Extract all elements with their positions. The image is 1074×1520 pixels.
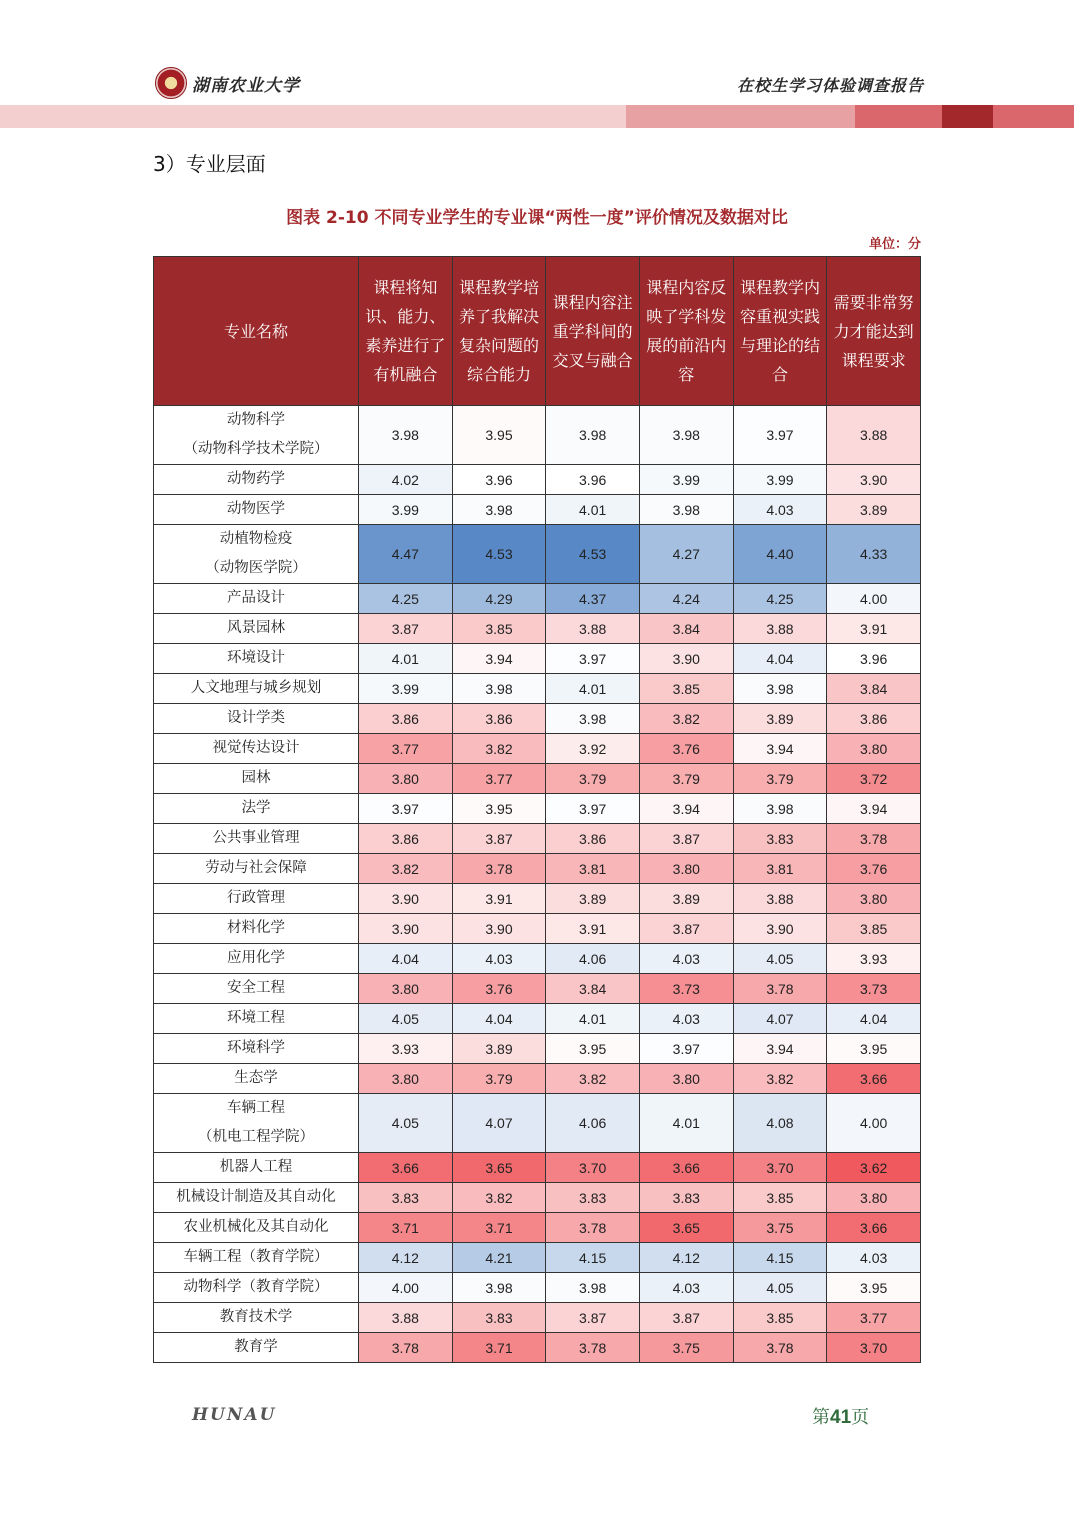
major-name: 行政管理 [227, 890, 285, 906]
score-cell: 3.80 [639, 854, 733, 884]
score-cell: 4.02 [359, 465, 453, 495]
score-cell: 3.81 [733, 854, 827, 884]
score-cell: 3.89 [639, 884, 733, 914]
score-cell: 3.89 [827, 495, 921, 525]
table-row [154, 465, 921, 495]
score-cell: 3.71 [452, 1213, 546, 1243]
table-row [154, 1094, 921, 1153]
score-cell: 3.99 [639, 465, 733, 495]
table-row [154, 1273, 921, 1303]
score-cell: 3.88 [546, 614, 640, 644]
score-cell: 3.79 [452, 1064, 546, 1094]
score-cell: 3.98 [452, 674, 546, 704]
score-cell: 3.87 [639, 914, 733, 944]
score-cell: 4.05 [359, 1004, 453, 1034]
score-cell: 3.81 [546, 854, 640, 884]
major-name: 环境工程 [227, 1010, 285, 1026]
score-cell: 4.15 [733, 1243, 827, 1273]
score-cell: 3.94 [733, 734, 827, 764]
score-cell: 4.03 [827, 1243, 921, 1273]
university-logo [155, 67, 187, 99]
score-cell: 3.88 [733, 614, 827, 644]
table-row [154, 614, 921, 644]
header-criterion: 需要非常努力才能达到课程要求 [827, 257, 921, 406]
score-cell: 4.12 [639, 1243, 733, 1273]
score-cell: 4.03 [639, 1004, 733, 1034]
score-cell: 3.88 [827, 406, 921, 465]
table-row [154, 1064, 921, 1094]
major-name-cell [154, 495, 359, 525]
major-name-cell [154, 1064, 359, 1094]
major-name-cell [154, 1004, 359, 1034]
major-name-cell [154, 1153, 359, 1183]
header-major-name: 专业名称 [154, 257, 359, 406]
score-cell: 3.82 [733, 1064, 827, 1094]
table-row [154, 884, 921, 914]
score-cell: 3.71 [452, 1333, 546, 1363]
score-cell: 3.80 [359, 764, 453, 794]
major-name-cell [154, 465, 359, 495]
score-cell: 3.87 [359, 614, 453, 644]
table-row [154, 854, 921, 884]
score-cell: 3.84 [546, 974, 640, 1004]
score-cell: 4.01 [546, 674, 640, 704]
page-header [0, 0, 1074, 130]
major-name-cell [154, 854, 359, 884]
score-cell: 3.98 [733, 674, 827, 704]
score-cell: 3.89 [546, 884, 640, 914]
score-cell: 4.37 [546, 584, 640, 614]
table-row [154, 1153, 921, 1183]
score-cell: 4.27 [639, 525, 733, 584]
header-band [0, 105, 626, 128]
score-cell: 3.85 [639, 674, 733, 704]
major-name: 教育学 [234, 1339, 278, 1355]
score-cell: 3.79 [639, 764, 733, 794]
score-cell: 4.40 [733, 525, 827, 584]
score-cell: 3.78 [733, 974, 827, 1004]
score-cell: 3.88 [733, 884, 827, 914]
major-name: 产品设计 [227, 590, 285, 606]
score-cell: 3.85 [733, 1303, 827, 1333]
score-cell: 3.91 [452, 884, 546, 914]
score-cell: 3.66 [827, 1213, 921, 1243]
footer-brand: HUNAU [192, 1405, 277, 1425]
score-cell: 3.96 [452, 465, 546, 495]
major-name: 劳动与社会保障 [205, 860, 307, 876]
major-name: 环境科学 [227, 1040, 285, 1056]
score-cell: 3.97 [359, 794, 453, 824]
major-name: 动物药学 [227, 471, 285, 487]
score-cell: 3.85 [733, 1183, 827, 1213]
score-cell: 3.87 [639, 824, 733, 854]
major-name: 机器人工程 [219, 1159, 293, 1175]
major-name-cell [154, 704, 359, 734]
header-criterion: 课程教学内容重视实践与理论的结合 [733, 257, 827, 406]
major-name: 园林 [241, 770, 271, 786]
score-cell: 3.95 [827, 1273, 921, 1303]
score-cell: 4.21 [452, 1243, 546, 1273]
score-cell: 3.98 [452, 495, 546, 525]
score-cell: 3.80 [827, 1183, 921, 1213]
score-cell: 3.75 [639, 1333, 733, 1363]
major-college: （机电工程学院） [198, 1129, 314, 1145]
score-cell: 3.86 [359, 824, 453, 854]
table-row [154, 914, 921, 944]
score-cell: 3.78 [359, 1333, 453, 1363]
major-name-cell [154, 974, 359, 1004]
table-row [154, 1333, 921, 1363]
major-name: 材料化学 [227, 920, 285, 936]
score-cell: 4.03 [733, 495, 827, 525]
score-cell: 3.97 [546, 794, 640, 824]
major-name-cell [154, 584, 359, 614]
score-cell: 3.70 [827, 1333, 921, 1363]
header-band [626, 105, 855, 128]
score-cell: 3.89 [452, 1034, 546, 1064]
major-name-cell [154, 944, 359, 974]
table-header-row [154, 257, 921, 406]
score-cell: 3.66 [827, 1064, 921, 1094]
major-name-cell [154, 824, 359, 854]
score-cell: 3.93 [359, 1034, 453, 1064]
table-row [154, 1034, 921, 1064]
score-cell: 3.85 [452, 614, 546, 644]
score-cell: 3.87 [639, 1303, 733, 1333]
table-row [154, 734, 921, 764]
major-name-cell [154, 884, 359, 914]
score-cell: 4.01 [639, 1094, 733, 1153]
score-cell: 3.82 [359, 854, 453, 884]
score-cell: 3.88 [359, 1303, 453, 1333]
score-cell: 3.83 [359, 1183, 453, 1213]
score-cell: 3.84 [827, 674, 921, 704]
score-cell: 3.72 [827, 764, 921, 794]
score-cell: 3.91 [827, 614, 921, 644]
header-band [855, 105, 942, 128]
score-cell: 4.33 [827, 525, 921, 584]
score-cell: 3.76 [827, 854, 921, 884]
score-cell: 3.95 [546, 1034, 640, 1064]
major-name: 应用化学 [227, 950, 285, 966]
score-cell: 3.62 [827, 1153, 921, 1183]
score-cell: 3.97 [639, 1034, 733, 1064]
score-cell: 4.25 [733, 584, 827, 614]
score-cell: 4.07 [452, 1094, 546, 1153]
major-name: 车辆工程（教育学院） [183, 1249, 329, 1265]
table-row [154, 1243, 921, 1273]
score-cell: 3.86 [827, 704, 921, 734]
score-cell: 3.76 [639, 734, 733, 764]
score-cell: 4.03 [452, 944, 546, 974]
score-cell: 4.29 [452, 584, 546, 614]
score-cell: 3.75 [733, 1213, 827, 1243]
score-cell: 3.95 [452, 794, 546, 824]
score-cell: 3.80 [827, 884, 921, 914]
score-cell: 4.05 [733, 944, 827, 974]
score-cell: 4.53 [546, 525, 640, 584]
score-cell: 3.90 [827, 465, 921, 495]
major-name: 法学 [241, 800, 271, 816]
score-cell: 3.94 [827, 794, 921, 824]
major-name-cell [154, 525, 359, 584]
score-cell: 3.85 [827, 914, 921, 944]
score-cell: 3.82 [452, 1183, 546, 1213]
score-cell: 3.78 [546, 1333, 640, 1363]
figure-title: 图表 2-10 不同专业学生的专业课“两性一度”评价情况及数据对比 [286, 208, 788, 228]
score-cell: 4.03 [639, 944, 733, 974]
score-cell: 4.00 [827, 584, 921, 614]
major-name: 生态学 [234, 1070, 278, 1086]
major-name: 设计学类 [227, 710, 285, 726]
score-cell: 3.98 [639, 495, 733, 525]
score-cell: 3.70 [733, 1153, 827, 1183]
table-row [154, 495, 921, 525]
score-cell: 4.25 [359, 584, 453, 614]
score-cell: 4.03 [639, 1273, 733, 1303]
score-cell: 3.82 [546, 1064, 640, 1094]
score-cell: 3.71 [359, 1213, 453, 1243]
major-name: 安全工程 [227, 980, 285, 996]
score-cell: 3.78 [827, 824, 921, 854]
report-title: 在校生学习体验调查报告 [736, 76, 924, 95]
score-cell: 4.04 [359, 944, 453, 974]
score-cell: 3.80 [359, 1064, 453, 1094]
major-name-cell [154, 1303, 359, 1333]
major-name-cell [154, 406, 359, 465]
score-cell: 4.04 [733, 644, 827, 674]
score-cell: 3.82 [452, 734, 546, 764]
table-row [154, 704, 921, 734]
score-cell: 3.94 [639, 794, 733, 824]
score-cell: 3.86 [546, 824, 640, 854]
score-cell: 3.86 [359, 704, 453, 734]
table-row [154, 974, 921, 1004]
score-cell: 3.73 [827, 974, 921, 1004]
major-name: 人文地理与城乡规划 [190, 680, 322, 696]
score-cell: 4.05 [359, 1094, 453, 1153]
table-row [154, 644, 921, 674]
score-cell: 3.96 [546, 465, 640, 495]
page-number-value: 41 [830, 1407, 852, 1428]
score-cell: 3.94 [452, 644, 546, 674]
major-name-cell [154, 674, 359, 704]
major-name-cell [154, 764, 359, 794]
score-cell: 3.80 [827, 734, 921, 764]
score-cell: 3.84 [639, 614, 733, 644]
major-name: 机械设计制造及其自动化 [176, 1189, 336, 1205]
score-cell: 3.79 [546, 764, 640, 794]
table-row [154, 1303, 921, 1333]
score-cell: 4.08 [733, 1094, 827, 1153]
table-row [154, 824, 921, 854]
major-college: （动物医学院） [205, 560, 307, 576]
score-cell: 4.00 [827, 1094, 921, 1153]
score-cell: 3.95 [827, 1034, 921, 1064]
score-cell: 4.06 [546, 944, 640, 974]
major-name-cell [154, 1183, 359, 1213]
score-cell: 3.93 [827, 944, 921, 974]
table-row [154, 944, 921, 974]
major-name-cell [154, 1094, 359, 1153]
score-cell: 3.90 [452, 914, 546, 944]
score-cell: 3.90 [359, 884, 453, 914]
score-cell: 3.98 [639, 406, 733, 465]
header-criterion: 课程内容注重学科间的交叉与融合 [546, 257, 640, 406]
header-band [993, 105, 1074, 128]
score-cell: 3.87 [546, 1303, 640, 1333]
score-cell: 3.77 [452, 764, 546, 794]
score-cell: 3.98 [546, 704, 640, 734]
major-name-cell [154, 644, 359, 674]
score-cell: 4.15 [546, 1243, 640, 1273]
major-name-cell [154, 1213, 359, 1243]
score-cell: 3.91 [546, 914, 640, 944]
major-name: 农业机械化及其自动化 [183, 1219, 329, 1235]
major-name-cell [154, 914, 359, 944]
major-name-cell [154, 1243, 359, 1273]
score-cell: 3.77 [827, 1303, 921, 1333]
header-criterion: 课程内容反映了学科发展的前沿内容 [639, 257, 733, 406]
major-name: 动植物检疫 [219, 531, 293, 547]
major-name: 视觉传达设计 [212, 740, 300, 756]
major-name: 车辆工程 [227, 1100, 285, 1116]
score-cell: 3.98 [546, 406, 640, 465]
table-body [154, 406, 921, 1363]
score-cell: 3.95 [452, 406, 546, 465]
score-cell: 4.06 [546, 1094, 640, 1153]
page-suffix: 页 [851, 1407, 870, 1428]
major-name: 风景园林 [227, 620, 285, 636]
score-cell: 3.77 [359, 734, 453, 764]
score-cell: 3.99 [359, 495, 453, 525]
header-criterion: 课程教学培养了我解决复杂问题的综合能力 [452, 257, 546, 406]
score-cell: 4.24 [639, 584, 733, 614]
score-cell: 3.70 [546, 1153, 640, 1183]
score-cell: 3.78 [452, 854, 546, 884]
major-name-cell [154, 1333, 359, 1363]
score-cell: 3.97 [733, 406, 827, 465]
score-cell: 4.01 [359, 644, 453, 674]
score-cell: 3.66 [359, 1153, 453, 1183]
major-name: 环境设计 [227, 650, 285, 666]
table-row [154, 525, 921, 584]
page-number [812, 1403, 869, 1429]
page-prefix: 第 [812, 1407, 830, 1428]
major-name: 公共事业管理 [212, 830, 300, 846]
table-row [154, 674, 921, 704]
table-row [154, 794, 921, 824]
score-cell: 3.65 [639, 1213, 733, 1243]
score-cell: 3.82 [639, 704, 733, 734]
score-cell: 4.01 [546, 1004, 640, 1034]
score-cell: 3.86 [452, 704, 546, 734]
score-cell: 3.90 [359, 914, 453, 944]
unit-label: 单位：分 [868, 237, 921, 252]
major-name-cell [154, 794, 359, 824]
header-criterion: 课程将知识、能力、素养进行了有机融合 [359, 257, 453, 406]
university-name: 湖南农业大学 [192, 76, 300, 96]
section-title: 3）专业层面 [153, 152, 266, 176]
score-cell: 3.80 [639, 1064, 733, 1094]
score-cell: 4.05 [733, 1273, 827, 1303]
major-name: 教育技术学 [219, 1309, 293, 1325]
score-cell: 4.04 [452, 1004, 546, 1034]
major-name-cell [154, 1273, 359, 1303]
score-cell: 3.96 [827, 644, 921, 674]
score-cell: 3.99 [733, 465, 827, 495]
score-cell: 3.90 [733, 914, 827, 944]
score-cell: 3.98 [546, 1273, 640, 1303]
major-name: 动物医学 [227, 501, 285, 517]
score-cell: 3.92 [546, 734, 640, 764]
major-name: 动物科学 [227, 412, 285, 428]
score-cell: 4.47 [359, 525, 453, 584]
score-cell: 3.80 [359, 974, 453, 1004]
major-name-cell [154, 614, 359, 644]
header-band [942, 105, 993, 128]
ratings-table [153, 256, 921, 1363]
score-cell: 3.94 [733, 1034, 827, 1064]
major-college: （动物科学技术学院） [183, 441, 329, 457]
score-cell: 4.53 [452, 525, 546, 584]
score-cell: 4.01 [546, 495, 640, 525]
major-name-cell [154, 734, 359, 764]
score-cell: 3.87 [452, 824, 546, 854]
score-cell: 3.78 [546, 1213, 640, 1243]
score-cell: 4.04 [827, 1004, 921, 1034]
score-cell: 3.83 [639, 1183, 733, 1213]
score-cell: 3.83 [733, 824, 827, 854]
score-cell: 3.65 [452, 1153, 546, 1183]
score-cell: 3.98 [359, 406, 453, 465]
major-name-cell [154, 1034, 359, 1064]
score-cell: 3.97 [546, 644, 640, 674]
table-row [154, 764, 921, 794]
score-cell: 3.73 [639, 974, 733, 1004]
score-cell: 4.12 [359, 1243, 453, 1273]
table-row [154, 1213, 921, 1243]
score-cell: 3.98 [733, 794, 827, 824]
major-name: 动物科学（教育学院） [183, 1279, 329, 1295]
table-row [154, 584, 921, 614]
score-cell: 3.89 [733, 704, 827, 734]
score-cell: 3.79 [733, 764, 827, 794]
score-cell: 4.07 [733, 1004, 827, 1034]
score-cell: 3.66 [639, 1153, 733, 1183]
score-cell: 3.98 [452, 1273, 546, 1303]
table-row [154, 1004, 921, 1034]
score-cell: 3.90 [639, 644, 733, 674]
score-cell: 3.78 [733, 1333, 827, 1363]
table-row [154, 1183, 921, 1213]
table-row [154, 406, 921, 465]
score-cell: 4.00 [359, 1273, 453, 1303]
score-cell: 3.83 [546, 1183, 640, 1213]
score-cell: 3.99 [359, 674, 453, 704]
score-cell: 3.76 [452, 974, 546, 1004]
score-cell: 3.83 [452, 1303, 546, 1333]
